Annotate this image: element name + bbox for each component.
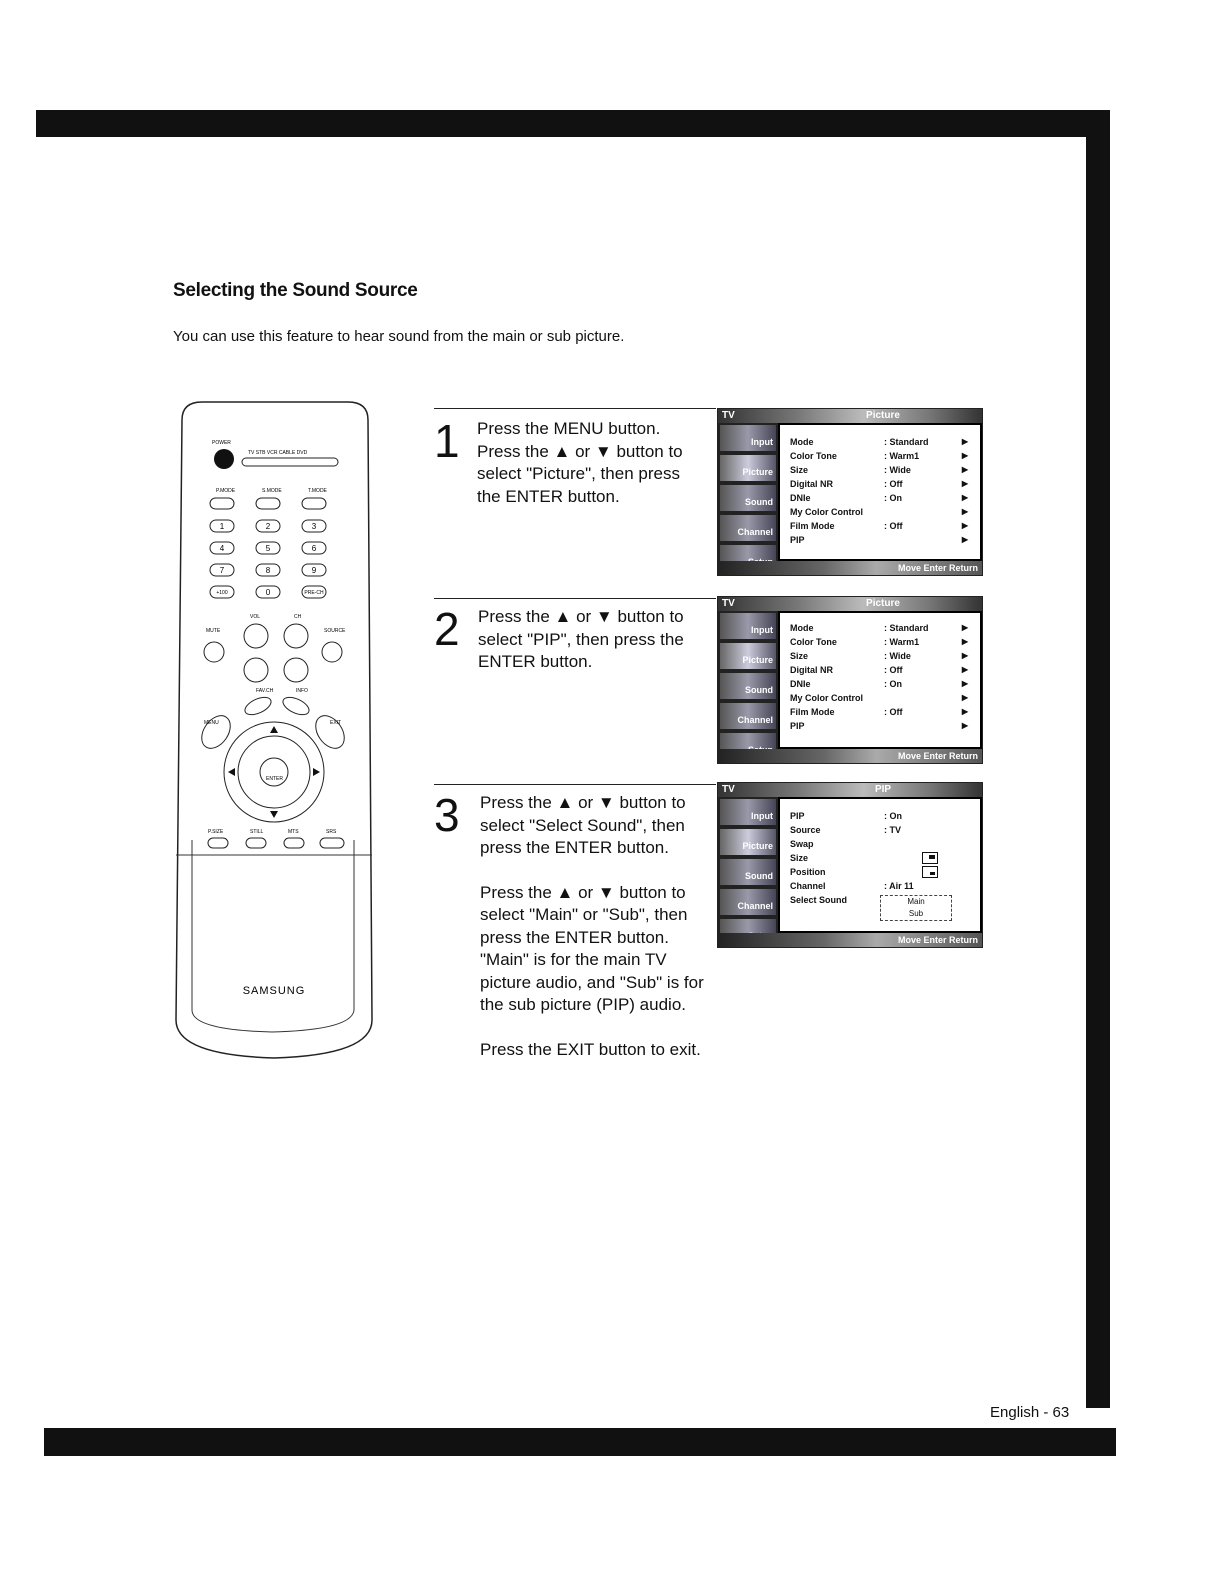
osd-row: Digital NR : Off ▶: [790, 665, 968, 675]
right-bar: [1086, 110, 1110, 1408]
select-sound-dropdown: Main Sub: [880, 895, 952, 921]
osd-row: DNIe : On ▶: [790, 679, 968, 689]
digit-label-9: 9: [311, 566, 317, 575]
svg-text:MENU: MENU: [204, 720, 219, 726]
osd-row: PIP ▶: [790, 721, 968, 731]
digit-label-4: 4: [219, 544, 225, 553]
osd-2-header: Picture: [866, 598, 900, 609]
digit-label-6: 6: [311, 544, 317, 553]
page-title: Selecting the Sound Source: [173, 280, 418, 301]
osd-row: My Color Control ▶: [790, 507, 968, 517]
osd-3-header: PIP: [874, 784, 892, 795]
step-2-rule: [434, 598, 716, 599]
osd-row: Film Mode : Off ▶: [790, 521, 968, 531]
page-number: English - 63: [990, 1404, 1070, 1421]
osd-row: Mode : Standard ▶: [790, 437, 968, 447]
osd-screen-3: TV PIP Input Picture Sound Channel PIP : On Source : TV Swap Size Position Channel : Air 11 Select Sound Main Sub Move Enter Return: [717, 782, 983, 948]
digit-label-1: 1: [219, 522, 225, 531]
osd-screen-2: TV Picture Input Picture Sound Channel Mode : Standard ▶ Color Tone : Warm1 ▶ Size : Wide ▶ Digital NR : Off ▶ DNIe : On ▶ My Color Control ▶ Film Mode : Off ▶ PIP ▶ Move Enter Return: [717, 596, 983, 764]
osd-row: Select Sound: [790, 895, 848, 905]
power-button: [214, 449, 234, 469]
osd-row: Size: [790, 851, 976, 865]
step-2-text: Press the ▲ or ▼ button to select "PIP", then press the ENTER button.: [478, 607, 684, 671]
pre_ch-label: PRE-CH: [304, 590, 324, 596]
svg-text:CH: CH: [294, 614, 302, 620]
source-mode-labels: TV STB VCR CABLE DVD: [248, 450, 308, 456]
svg-text:P.SIZE: P.SIZE: [208, 829, 224, 835]
osd-row: My Color Control ▶: [790, 693, 968, 703]
svg-text:SRS: SRS: [326, 829, 337, 835]
osd-row: Size : Wide ▶: [790, 651, 968, 661]
osd-row: Channel : Air 11: [790, 881, 914, 891]
svg-text:T.MODE: T.MODE: [308, 488, 327, 494]
osd-row: Film Mode : Off ▶: [790, 707, 968, 717]
osd-row: Mode : Standard ▶: [790, 623, 968, 633]
step-1-text: Press the MENU button. Press the ▲ or ▼ button to select "Picture", then press the ENTER button.: [477, 419, 683, 506]
svg-text:STILL: STILL: [250, 829, 264, 835]
osd-row: DNIe : On ▶: [790, 493, 968, 503]
osd-row: Source : TV: [790, 825, 901, 835]
svg-text:FAV.CH: FAV.CH: [256, 688, 274, 694]
osd-row: PIP : On: [790, 811, 902, 821]
step-3-number: 3: [434, 789, 460, 841]
pip-size-icon: [922, 852, 938, 864]
svg-text:S.MODE: S.MODE: [262, 488, 282, 494]
osd-1-header: Picture: [866, 410, 900, 421]
step-3-rule: [434, 784, 716, 785]
osd-row: Color Tone : Warm1 ▶: [790, 637, 968, 647]
top-bar: [36, 110, 1110, 137]
digit-label-2: 2: [265, 522, 271, 531]
osd-screen-1: TV Picture Input Picture Sound Channel Mode : Standard ▶ Color Tone : Warm1 ▶ Size : Wide ▶ Digital NR : Off ▶ DNIe : On ▶ My Color Control ▶ Film Mode : Off ▶ PIP ▶ Move Enter Return: [717, 408, 983, 576]
digit-label-7: 7: [219, 566, 225, 575]
bottom-bar: [44, 1428, 1116, 1456]
digit-label-5: 5: [265, 544, 271, 553]
osd-row: Digital NR : Off ▶: [790, 479, 968, 489]
power-label: POWER: [212, 440, 231, 446]
svg-text:SOURCE: SOURCE: [324, 628, 346, 634]
plus100-label: +100: [216, 590, 228, 596]
osd-row: Position: [790, 865, 976, 879]
step-1-rule: [434, 408, 716, 409]
osd-row: Color Tone : Warm1 ▶: [790, 451, 968, 461]
remote-control: [172, 400, 376, 1060]
digit-label-3: 3: [311, 522, 317, 531]
osd-row: Swap: [790, 839, 814, 849]
svg-text:INFO: INFO: [296, 688, 308, 694]
pip-position-icon: [922, 866, 938, 878]
svg-text:MTS: MTS: [288, 829, 299, 835]
osd-row: PIP ▶: [790, 535, 968, 545]
osd-row: Size : Wide ▶: [790, 465, 968, 475]
intro-text: You can use this feature to hear sound from the main or sub picture.: [173, 328, 625, 345]
svg-text:ENTER: ENTER: [266, 776, 283, 782]
step-3-text: Press the ▲ or ▼ button to select "Select Sound", then press the ENTER button. Press the ▲ or ▼ button to select "Main" or "Sub", then press the ENTER button. "Main" is for the main TV picture audio, and "Sub" is for the sub picture (PIP) audio. Press the EXIT button to exit.: [480, 793, 704, 1059]
digit-label-0: 0: [265, 588, 271, 597]
digit-label-8: 8: [265, 566, 271, 575]
svg-text:EXIT: EXIT: [330, 720, 342, 726]
step-2-number: 2: [434, 603, 460, 655]
remote-brand: SAMSUNG: [242, 985, 306, 997]
svg-text:MUTE: MUTE: [206, 628, 221, 634]
svg-text:VOL: VOL: [250, 614, 261, 620]
step-1-number: 1: [434, 415, 460, 467]
svg-text:P.MODE: P.MODE: [216, 488, 236, 494]
